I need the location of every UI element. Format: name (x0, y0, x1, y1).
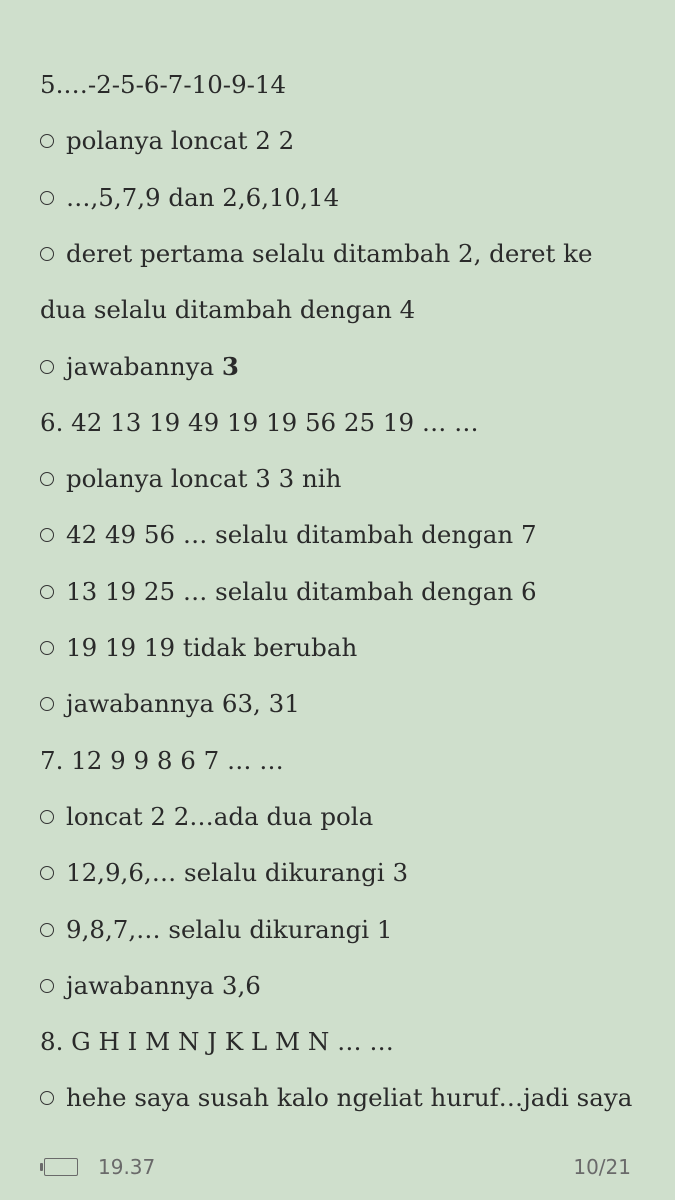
bullet-circle-icon (40, 528, 54, 542)
bullet-item (40, 970, 645, 1002)
line-text: polanya loncat 2 2 (66, 126, 295, 155)
bullet-item (40, 463, 645, 495)
bullet-item (40, 238, 645, 270)
text-line (40, 69, 645, 101)
bullet-circle-icon (40, 585, 54, 599)
bullet-item (40, 576, 645, 608)
bullet-circle-icon (40, 866, 54, 880)
bullet-item (40, 632, 645, 664)
line-text: 7. 12 9 9 8 6 7 … … (40, 746, 284, 775)
line-text: loncat 2 2…ada dua pola (66, 802, 374, 831)
battery-icon (40, 1158, 80, 1176)
text-line (40, 1026, 645, 1058)
line-text: deret pertama selalu ditambah 2, deret ke (66, 239, 593, 268)
line-text: 42 49 56 … selalu ditambah dengan 7 (66, 520, 537, 549)
text-line (40, 745, 645, 777)
line-text: jawabannya 3,6 (66, 971, 261, 1000)
line-text: 12,9,6,… selalu dikurangi 3 (66, 858, 409, 887)
clock-time: 19.37 (98, 1155, 156, 1179)
line-text: …,5,7,9 dan 2,6,10,14 (66, 183, 340, 212)
text-line (40, 407, 645, 439)
line-text: jawabannya 63, 31 (66, 689, 300, 718)
line-text: 8. G H I M N J K L M N … … (40, 1027, 394, 1056)
line-text: hehe saya susah kalo ngeliat huruf…jadi saya (66, 1083, 633, 1112)
bullet-circle-icon (40, 247, 54, 261)
bullet-circle-icon (40, 360, 54, 374)
text-line (40, 294, 645, 326)
bullet-circle-icon (40, 697, 54, 711)
bullet-item (40, 801, 645, 833)
bullet-circle-icon (40, 472, 54, 486)
status-bar (0, 1140, 675, 1200)
bullet-item (40, 914, 645, 946)
bullet-circle-icon (40, 641, 54, 655)
bullet-item (40, 182, 645, 214)
line-text: 13 19 25 … selalu ditambah dengan 6 (66, 577, 537, 606)
bullet-item (40, 688, 645, 720)
answer-bold: 3 (221, 352, 239, 381)
bullet-item (40, 1082, 645, 1114)
line-text: polanya loncat 3 3 nih (66, 464, 342, 493)
bullet-circle-icon (40, 191, 54, 205)
line-text: 9,8,7,… selalu dikurangi 1 (66, 915, 393, 944)
page-indicator: 10/21 (573, 1155, 631, 1179)
bullet-item (40, 857, 645, 889)
bullet-item (40, 125, 645, 157)
line-text: jawabannya (66, 352, 222, 381)
bullet-circle-icon (40, 923, 54, 937)
line-text: dua selalu ditambah dengan 4 (40, 295, 416, 324)
bullet-circle-icon (40, 979, 54, 993)
line-text: 19 19 19 tidak berubah (66, 633, 358, 662)
bullet-circle-icon (40, 134, 54, 148)
line-text: 6. 42 13 19 49 19 19 56 25 19 … … (40, 408, 479, 437)
bullet-item (40, 519, 645, 551)
bullet-circle-icon (40, 810, 54, 824)
bullet-circle-icon (40, 1091, 54, 1105)
line-text: 5.…-2-5-6-7-10-9-14 (40, 70, 287, 99)
bullet-item (40, 351, 645, 383)
